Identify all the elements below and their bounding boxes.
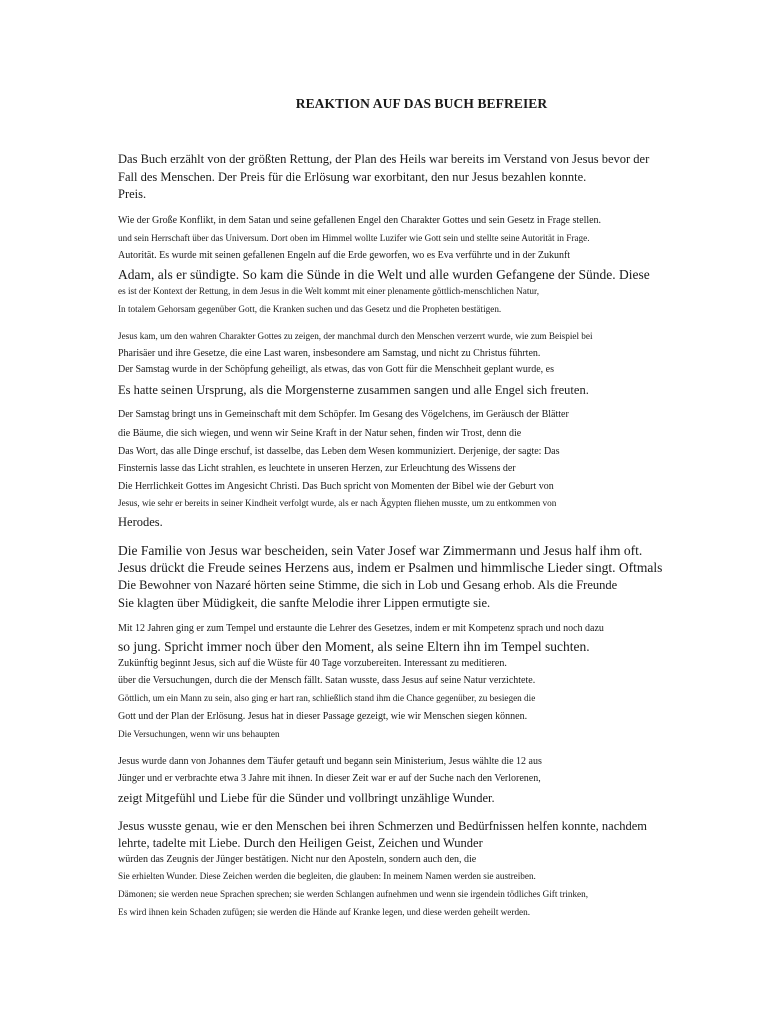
- text-line: Autorität. Es wurde mit seinen gefallenen Engeln auf die Erde geworfen, wo es Eva verführte und in der Zukunft: [118, 250, 571, 261]
- text-line: Die Bewohner von Nazaré hörten seine Stimme, die sich in Lob und Gesang erhob. Als die Freunde: [118, 578, 618, 592]
- text-line: Es hatte seinen Ursprung, als die Morgensterne zusammen sangen und alle Engel sich freuten.: [118, 383, 589, 397]
- text-line: Die Familie von Jesus war bescheiden, sein Vater Josef war Zimmermann und Jesus half ihm oft.: [118, 543, 643, 558]
- text-line: würden das Zeugnis der Jünger bestätigen. Nicht nur den Aposteln, sondern auch den, die: [118, 854, 477, 865]
- text-line: Es wird ihnen kein Schaden zufügen; sie werden die Hände auf Kranke legen, und diese werden geheilt werden.: [118, 907, 531, 917]
- text-line: In totalem Gehorsam gegenüber Gott, die Kranken suchen und das Gesetz und die Propheten bestätigen.: [118, 304, 502, 314]
- text-line: lehrte, tadelte mit Liebe. Durch den Heiligen Geist, Zeichen und Wunder: [118, 836, 483, 850]
- text-line: Das Buch erzählt von der größten Rettung, der Plan des Heils war bereits im Verstand von Jesus bevor der: [118, 152, 650, 166]
- text-line: Jesus wusste genau, wie er den Menschen bei ihren Schmerzen und Bedürfnissen helfen konnte, nachdem: [118, 819, 648, 833]
- text-line: Sie erhielten Wunder. Diese Zeichen werden die begleiten, die glauben: In meinem Namen werden sie austreiben.: [118, 871, 536, 881]
- text-line: Gott und der Plan der Erlösung. Jesus hat in dieser Passage gezeigt, wie wir Menschen siegen können.: [118, 711, 528, 722]
- text-line: Mit 12 Jahren ging er zum Tempel und erstaunte die Lehrer des Gesetzes, indem er mit Kompetenz sprach und noch dazu: [118, 623, 604, 634]
- text-line: Pharisäer und ihre Gesetze, die eine Last waren, insbesondere am Samstag, und nicht zu Christus führten.: [118, 348, 541, 359]
- text-line: Adam, als er sündigte. So kam die Sünde in die Welt und alle wurden Gefangene der Sünde. Diese: [118, 267, 650, 282]
- text-line: die Bäume, die sich wiegen, und wenn wir Seine Kraft in der Natur sehen, finden wir Trost, denn die: [118, 428, 522, 439]
- text-line: Göttlich, um ein Mann zu sein, also ging er hart ran, schließlich stand ihm die Chance gegenüber, zu besiegen die: [118, 693, 536, 703]
- text-line: zeigt Mitgefühl und Liebe für die Sünder und vollbringt unzählige Wunder.: [118, 791, 495, 805]
- text-line: und sein Herrschaft über das Universum. Dort oben im Himmel wollte Luzifer wie Gott sein und stellte seine Autorität in Frage.: [118, 233, 590, 243]
- text-line: Jesus, wie sehr er bereits in seiner Kindheit verfolgt wurde, als er nach Ägypten fliehen musste, um zu entkommen von: [118, 498, 557, 508]
- text-line: Jünger und er verbrachte etwa 3 Jahre mit ihnen. In dieser Zeit war er auf der Suche nach den Verlorenen,: [118, 773, 541, 784]
- text-line: Preis.: [118, 187, 147, 201]
- text-line: Die Herrlichkeit Gottes im Angesicht Christi. Das Buch spricht von Momenten der Bibel wie der Geburt von: [118, 481, 554, 492]
- text-line: so jung. Spricht immer noch über den Moment, als seine Eltern ihn im Tempel suchten.: [118, 639, 590, 654]
- document-title: REAKTION AUF DAS BUCH BEFREIER: [295, 96, 548, 111]
- text-line: Jesus kam, um den wahren Charakter Gottes zu zeigen, der manchmal durch den Menschen verzerrt wurde, wie zum Beispiel bei: [118, 331, 593, 341]
- text-line: Zukünftig beginnt Jesus, sich auf die Wüste für 40 Tage vorzubereiten. Interessant zu meditieren.: [118, 658, 507, 669]
- text-line: Jesus wurde dann von Johannes dem Täufer getauft und begann sein Ministerium, Jesus wählte die 12 aus: [118, 756, 542, 767]
- text-line: Die Versuchungen, wenn wir uns behaupten: [118, 729, 280, 739]
- text-line: Fall des Menschen. Der Preis für die Erlösung war exorbitant, den nur Jesus bezahlen konnte.: [118, 170, 587, 184]
- text-line: Dämonen; sie werden neue Sprachen sprechen; sie werden Schlangen aufnehmen und wenn sie irgendein tödliches Gift trinken,: [118, 889, 589, 899]
- text-line: Jesus drückt die Freude seines Herzens aus, indem er Psalmen und himmlische Lieder singt. Oftmals: [118, 560, 663, 575]
- text-line: Der Samstag bringt uns in Gemeinschaft mit dem Schöpfer. Im Gesang des Vögelchens, im Geräusch der Blätter: [118, 409, 569, 420]
- text-line: Der Samstag wurde in der Schöpfung geheiligt, als etwas, das von Gott für die Menschheit geplant wurde, es: [118, 364, 555, 375]
- text-line: Herodes.: [118, 515, 163, 529]
- text-line: Wie der Große Konflikt, in dem Satan und seine gefallenen Engel den Charakter Gottes und sein Gesetz in Frage stellen.: [118, 215, 602, 226]
- text-line: es ist der Kontext der Rettung, in dem Jesus in die Welt kommt mit einer plenamente göttlich-menschlichen Natur,: [118, 286, 539, 296]
- text-line: Sie klagten über Müdigkeit, die sanfte Melodie ihrer Lippen ermutigte sie.: [118, 596, 491, 610]
- text-line: Das Wort, das alle Dinge erschuf, ist dasselbe, das Leben dem Wesen kommuniziert. Derjenige, der sagte: Das: [118, 446, 560, 457]
- text-line: Finsternis lasse das Licht strahlen, es leuchtete in unseren Herzen, zur Erleuchtung des Wissens der: [118, 463, 516, 474]
- text-line: über die Versuchungen, durch die der Mensch fällt. Satan wusste, dass Jesus auf seine Natur verzichtete.: [118, 675, 536, 686]
